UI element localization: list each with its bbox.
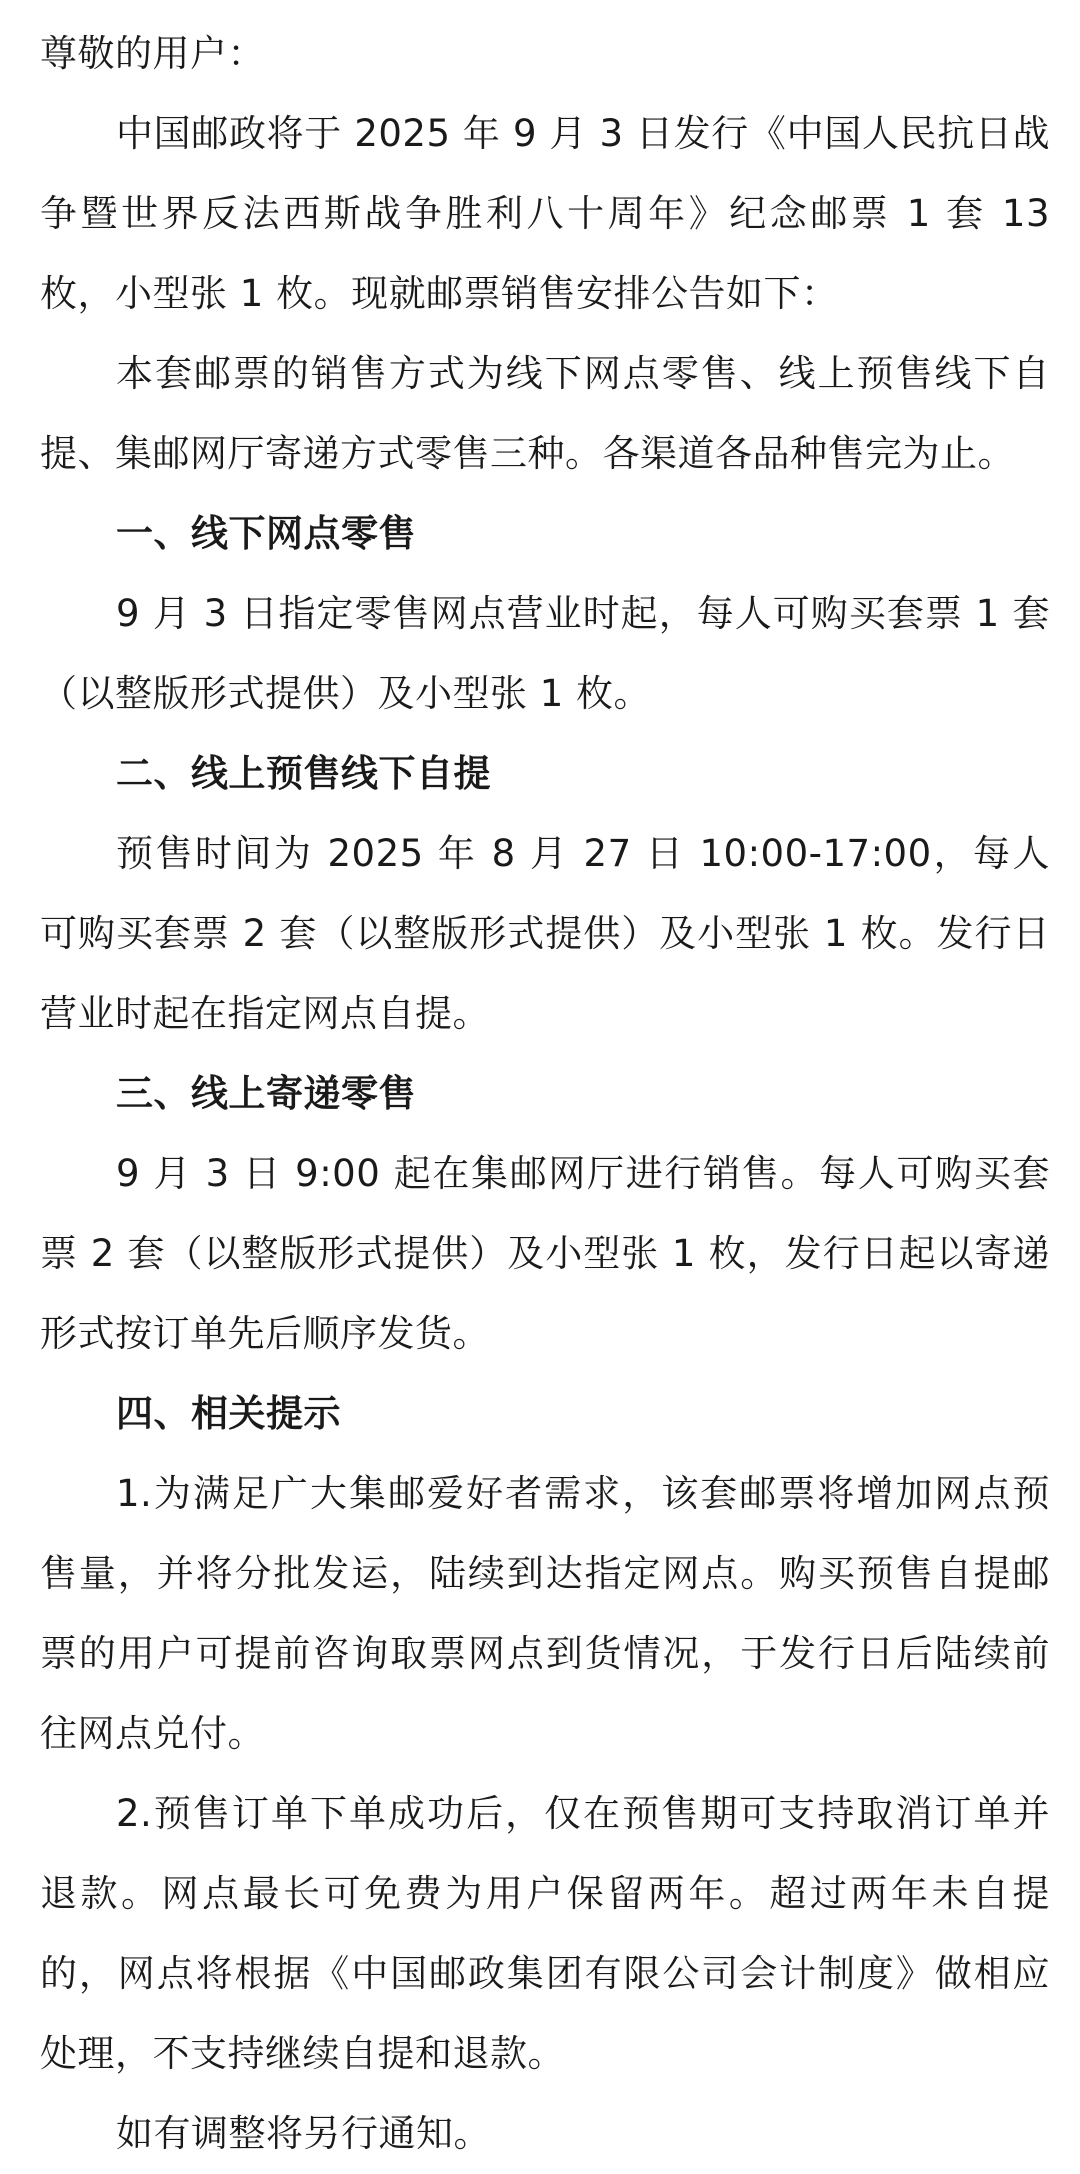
section-heading-tips: 四、相关提示 (116, 1392, 341, 1435)
section-heading-offline-retail: 一、线下网点零售 (116, 512, 416, 555)
section-online-presale-paragraph: 预售时间为 2025 年 8 月 27 日 10:00-17:00，每人可购买套票 2 套（以整版形式提供）及小型张 1 枚。发行日营业时起在指定网点自提。 (40, 832, 1050, 1035)
tip-paragraph-2: 2.预售订单下单成功后，仅在预售期可支持取消订单并退款。网点最长可免费为用户保留两年。超过两年未自提的，网点将根据《中国邮政集团有限公司会计制度》做相应处理，不支持继续自提和退款。 (40, 1792, 1050, 2075)
intro-paragraph: 中国邮政将于 2025 年 9 月 3 日发行《中国人民抗日战争暨世界反法西斯战争胜利八十周年》纪念邮票 1 套 13 枚，小型张 1 枚。现就邮票销售安排公告如下： (40, 112, 1050, 315)
section-offline-retail-paragraph: 9 月 3 日指定零售网点营业时起，每人可购买套票 1 套（以整版形式提供）及小型张 1 枚。 (40, 592, 1050, 715)
announcement-document (40, 14, 1050, 2174)
closing-paragraph: 如有调整将另行通知。 (116, 2112, 491, 2155)
section-online-delivery-paragraph: 9 月 3 日 9:00 起在集邮网厅进行销售。每人可购买套票 2 套（以整版形式提供）及小型张 1 枚，发行日起以寄递形式按订单先后顺序发货。 (40, 1152, 1050, 1355)
tip-paragraph-1: 1.为满足广大集邮爱好者需求，该套邮票将增加网点预售量，并将分批发运，陆续到达指定网点。购买预售自提邮票的用户可提前咨询取票网点到货情况，于发行日后陆续前往网点兑付。 (40, 1472, 1050, 1755)
section-heading-online-delivery: 三、线上寄递零售 (116, 1072, 416, 1115)
greeting: 尊敬的用户： (40, 32, 265, 75)
sales-methods-paragraph: 本套邮票的销售方式为线下网点零售、线上预售线下自提、集邮网厅寄递方式零售三种。各渠道各品种售完为止。 (40, 352, 1050, 475)
section-heading-online-presale: 二、线上预售线下自提 (116, 752, 491, 795)
